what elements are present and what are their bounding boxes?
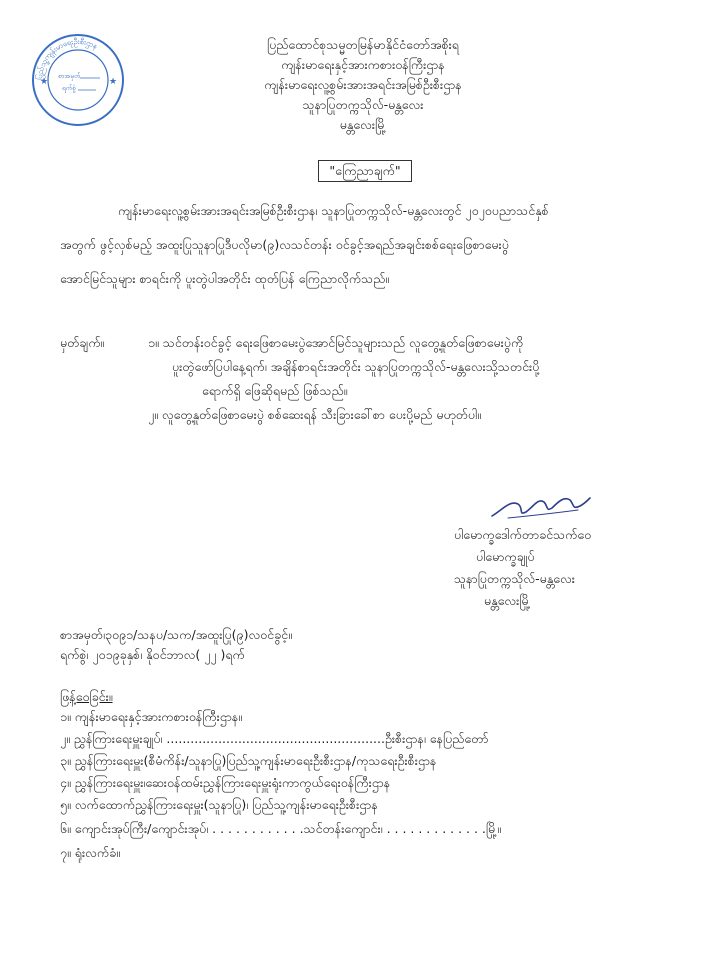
header-city: မန္တလေးမြို့ — [339, 117, 387, 132]
distribution-title: ဖြန့်ဝေခြင်း။ — [60, 689, 113, 704]
header-government: ပြည်ထောင်စုသမ္မတမြန်မာနိုင်ငံတော်အစိုးရ — [267, 37, 459, 52]
distribution-item: ၄။ ညွှန်ကြားရေးမှူး၊ဆေးဝန်ထမ်းညွှန်ကြားရေးမှူးရုံးကာကွယ်ရေးဝန်ကြီးဌာန — [60, 775, 391, 790]
note-1-line-1: ၁။ သင်တန်းဝင်ခွင့် ရေးဖြေစာမေးပွဲအောင်မြင်သူများသည် လူတွေ့နှုတ်ဖြေစာမေးပွဲကို — [148, 335, 524, 350]
note-1-line-3: ရောက်ရှိ ဖြေဆိုရမည် ဖြစ်သည်။ — [202, 383, 348, 398]
header-ministry: ကျန်းမာရေးနှင့်အားကစားဝန်ကြီးဌာန — [281, 57, 445, 72]
distribution-item: ၁။ ကျန်းမာရေးနှင့်အားကစားဝန်ကြီးဌာန။ — [60, 709, 243, 724]
handwritten-signature-icon — [488, 486, 592, 526]
svg-text:★: ★ — [109, 77, 118, 87]
header-department: ကျန်းမာရေးလူ့စွမ်းအားအရင်းအမြစ်ဦးစီးဌာန — [264, 77, 462, 92]
note-1-line-2: ပူးတွဲဖော်ပြပါနေ့ရက်၊ အချိန်စာရင်းအတိုင်း သူနာပြုတက္ကသိုလ်-မန္တလေးသို့သတင်းပို့ — [172, 359, 540, 374]
notes-label: မှတ်ချက်။ — [60, 335, 105, 350]
body-line-2: အတွက် ဖွင့်လှစ်မည့် အထူးပြုသူနာပြုဒီပလိုမာ(၉)လသင်တန်း ဝင်ခွင့်အရည်အချင်းစစ်ရေးဖြေစာမေးပွဲ — [60, 237, 509, 252]
signatory-name: ပါမောက္ခဒေါက်တာခင်သက်ဝေ — [454, 527, 592, 542]
seal-inner-line1: စာအမှတ် — [58, 72, 81, 80]
document-title: "ကြေညာချက်" — [318, 160, 412, 182]
distribution-item: ၃။ ညွှန်ကြားရေးမှူး(စီမံကိန်း/သူနာပြု)ပြည်သူ့ကျန်းမာရေးဦးစီးဌာန/ကုသရေးဦးစီးဌာန — [60, 753, 437, 768]
signatory-position: ပါမောက္ခချုပ် — [476, 549, 535, 564]
svg-text:★: ★ — [40, 77, 49, 87]
distribution-item: ၇။ ရုံးလက်ခံ။ — [60, 845, 120, 860]
distribution-item: ၅။ လက်ထောက်ညွှန်ကြားရေးမှူး(သူနာပြု)၊ ပြည်သူ့ကျန်းမာရေးဦးစီးဌာန — [60, 797, 378, 812]
distribution-item: ၂။ ညွှန်ကြားရေးမှူးချုပ်၊ .......................................................ဦးစီးဌာန၊ နေပြည်တော် — [60, 731, 489, 746]
seal-ring-text: ပြည်သူ့ကျန်းမာရေးဦးစီးဌာန — [34, 36, 100, 81]
signatory-organization: သူနာပြုတက္ကသိုလ်-မန္တလေး — [454, 571, 575, 586]
body-line-1: ကျန်းမာရေးလူ့စွမ်းအားအရင်းအမြစ်ဦးစီးဌာန၊ သူနာပြုတက္ကသိုလ်-မန္တလေးတွင် ၂၀၂၀ပညာသင်နှစ် — [118, 203, 549, 218]
note-2-line-1: ၂။ လူတွေ့နှုတ်ဖြေစာမေးပွဲ စစ်ဆေးရန် သီးခြားခေါ်စာ ပေးပို့မည် မဟုတ်ပါ။ — [148, 407, 481, 422]
seal-inner-line2: ရက်စွဲ — [62, 84, 76, 92]
distribution-item: ၆။ ကျောင်းအုပ်ကြီး/ကျောင်းအုပ်၊ . . . . . . . . . . . .သင်တန်းကျောင်း၊ . . . . . . . . . . . . .မြို့။ — [60, 821, 501, 836]
body-line-3: အောင်မြင်သူများ စာရင်းကို ပူးတွဲပါအတိုင်း ထုတ်ပြန် ကြေညာလိုက်သည်။ — [60, 271, 390, 286]
letter-date: ရက်စွဲ၊ ၂၀၁၉ခုနှစ်၊ နိုဝင်ဘာလ( ၂၂ )ရက် — [60, 647, 245, 662]
header-university: သူနာပြုတက္ကသိုလ်-မန္တလေး — [302, 97, 424, 112]
signatory-city: မန္တလေးမြို့ — [484, 593, 531, 608]
letter-number: စာအမှတ်၊၃၀၉၁/သနပ/သက/အထူးပြု(၉)လဝင်ခွင့်။ — [60, 627, 292, 642]
